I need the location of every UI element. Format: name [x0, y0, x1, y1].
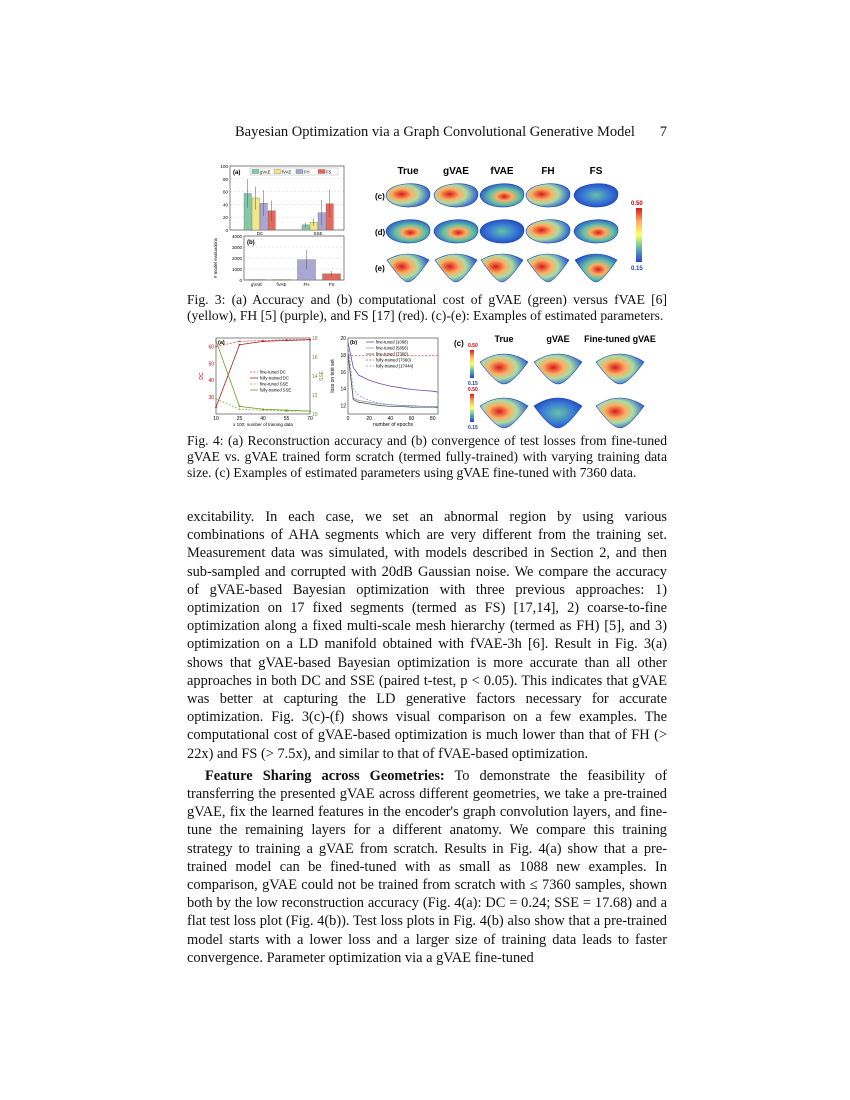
fig4-loss-chart	[328, 332, 452, 432]
fig4-colorbar2-min: 0.15	[468, 425, 478, 431]
fig3-col-fh: FH	[541, 166, 555, 177]
y-tick-label: 0	[239, 278, 242, 283]
surface-map-row2-gVAE	[534, 398, 582, 428]
surface-map-(c)-gVAE	[434, 184, 478, 207]
y-tick-label: 12	[340, 403, 346, 410]
x-tick-label: 55	[283, 416, 290, 422]
legend-swatch-FS	[318, 170, 325, 174]
x-tick-label: SSE	[313, 231, 323, 236]
x-tick-label: 20	[366, 416, 372, 422]
y-tick-label: 0	[225, 228, 228, 233]
legend-label-fully-trained (7360): fully-trained (7360)	[376, 357, 411, 363]
fig3-col-fs: FS	[589, 166, 603, 177]
fig4-colorbar-2	[470, 394, 474, 422]
legend-label-fine-tuned SSE: fine-tuned SSE	[260, 381, 289, 387]
fig3-col-gvae: gVAE	[443, 166, 469, 177]
fig3-legend	[250, 168, 338, 175]
y-axis-label-left: DC	[199, 372, 205, 380]
fig3-colorbar-min: 0.15	[631, 266, 643, 272]
fig3-caption-label: Fig. 3:	[187, 292, 226, 307]
legend-swatch-fVAE	[274, 170, 281, 174]
fig3-caption	[187, 292, 667, 324]
y-tick-label: 2000	[231, 256, 242, 261]
data-point	[215, 406, 217, 408]
data-point	[286, 340, 288, 342]
surface-map-(e)-fVAE	[481, 254, 523, 282]
fig4-accuracy-chart	[198, 332, 328, 432]
y-tick-label: 16	[340, 369, 346, 376]
fig3-caption-text: (a) Accuracy and (b) computational cost of gVAE (green) versus fVAE [6] (yellow), FH [5] (purple), and FS [17] (red). (c)-(e): Examples of estimated parameters.	[187, 292, 667, 323]
fig4-caption-text: (a) Reconstruction accuracy and (b) convergence of test losses from fine-tuned gVAE vs. gVAE trained form scratch (termed fully-trained) with varying training data size. (c) Examples of estimated parameters using gVAE fine-tuned with 7360 data.	[187, 433, 667, 480]
surface-map-(e)-gVAE	[435, 254, 477, 282]
surface-map-(d)-True	[386, 220, 430, 243]
x-tick-label: fVAE	[276, 282, 287, 287]
legend-label-fully-trained (17444): fully-trained (17444)	[376, 363, 414, 369]
paragraph-1: excitability. In each case, we set an abnormal region by using various combinations of AHA segments which are very different from the training set. Measurement data was simulated, with models described in Section 2, and then sub-sampled and corrupted with 20dB Gaussian noise. We compare the accuracy of gVAE-based Bayesian optimization with three previous approaches: 1) optimization on 17 fixed segments (termed as FS) [17,14], 2) coarse-to-fine optimization along a fixed multi-scale mesh hierarchy (termed as FH) [5], and 3) optimization on a LD manifold obtained with fVAE-3h [6]. Result in Fig. 3(a) shows that gVAE-based Bayesian optimization is more accurate than all other approaches in both DC and SSE (paired t-test, p < 0.05). This indicates that gVAE was better at capturing the LD generative factors necessary for accurate optimization. Fig. 3(c)-(f) shows visual comparison on a few examples. The computational cost of gVAE-based optimization is much lower than that of FH (> 22x) and FS (> 7.5x), and similar to that of fVAE-based optimization.	[187, 509, 667, 762]
y-tick-right: 12	[312, 393, 318, 399]
paragraph-2	[187, 767, 667, 967]
fig4-panel-b-label: (b)	[350, 340, 358, 346]
legend-label-FS: FS	[326, 169, 332, 175]
y-tick-label: 18	[340, 352, 346, 359]
y-tick-right: 10	[312, 412, 318, 418]
fig4-col-finetuned: Fine-tuned gVAE	[584, 334, 656, 344]
surface-map-(e)-FS	[575, 254, 617, 282]
y-tick-label: 3000	[231, 245, 242, 250]
y-tick-label: 1000	[231, 267, 242, 272]
x-tick-label: 80	[429, 416, 436, 422]
data-point	[215, 346, 217, 348]
legend-label-fine-tuned (1088): fine-tuned (1088)	[376, 339, 408, 345]
y-tick-right: 18	[312, 336, 318, 342]
fig3-panel-b-label: (b)	[247, 240, 255, 246]
paragraph-2-heading: Feature Sharing across Geometries:	[205, 767, 445, 784]
paragraph-2-text: To demonstrate the feasibility of transferring the presented gVAE across different geometries, we take a pre-trained gVAE, fix the learned features in the encoder's graph convolution layers, and fine-tune the remaining layers for a different anatomy. We compare this training strategy to training a gVAE from scratch. Results in Fig. 4(a) show that a pre-trained model can be fined-tuned with as small as 1088 new examples. In comparison, gVAE could not be trained from scratch with ≤ 7360 samples, shown both by the low reconstruction accuracy (Fig. 4(a): DC = 0.24; SSE = 17.68) and a flat test loss plot (Fig. 4(b)). Test loss plots in Fig. 4(b) also show that a pre-trained model starts with a lower loss and a larger size of training data leads to faster convergence. Parameter optimization via a gVAE fine-tuned	[187, 767, 667, 966]
data-point	[239, 340, 241, 342]
y-tick-left: 60	[208, 344, 214, 351]
fig4-colorbar-1	[470, 350, 474, 378]
x-tick-label: 40	[387, 416, 394, 422]
fig4-colorbar2-max: 0.50	[468, 387, 478, 393]
y-tick-left: 40	[208, 378, 214, 385]
fig3-colorbar	[636, 208, 642, 262]
data-point	[262, 408, 264, 410]
legend-swatch-gVAE	[252, 170, 259, 174]
surface-map-row2-Fine-tuned gVAE	[596, 398, 644, 428]
legend-label-fine-tuned DC: fine-tuned DC	[260, 369, 286, 375]
surface-map-(d)-gVAE	[434, 220, 478, 243]
surface-map-(c)-fVAE	[480, 184, 524, 207]
legend-label-FH: FH	[304, 169, 310, 175]
surface-map-row1-Fine-tuned gVAE	[596, 354, 644, 384]
page-number: 7	[659, 124, 667, 140]
fig4-colorbar1-max: 0.50	[468, 343, 478, 349]
data-point	[286, 409, 288, 411]
data-point	[309, 410, 311, 412]
y-tick-label: 4000	[231, 234, 242, 239]
surface-map-(d)-FH	[526, 220, 570, 243]
y-tick-label: 20	[222, 215, 228, 221]
fig4-caption-label: Fig. 4:	[187, 433, 224, 448]
fig3-cost-chart	[210, 232, 350, 290]
y-tick-right: 16	[312, 355, 318, 361]
surface-map-(c)-FS	[574, 184, 618, 207]
fig3-col-true: True	[397, 166, 419, 177]
surface-map-row2-True	[480, 398, 528, 428]
fig3-row-e-label: (e)	[375, 264, 385, 273]
fig4-panel-c-label: (c)	[454, 339, 464, 348]
legend-label-fully-trained DC: fully-trained DC	[260, 375, 289, 381]
surface-map-(c)-FH	[526, 184, 570, 207]
data-point	[239, 344, 241, 346]
fig3-colorbar-max: 0.50	[631, 201, 643, 207]
legend-label-fine-tuned (7360): fine-tuned (7360)	[376, 351, 408, 357]
x-tick-label: 70	[307, 416, 313, 422]
data-point	[239, 406, 241, 408]
data-point	[239, 408, 241, 410]
fig3-accuracy-chart	[210, 160, 350, 236]
x-tick-label: DC	[256, 231, 264, 236]
x-tick-label: FH	[303, 282, 310, 287]
fig3-row-c-label: (c)	[375, 192, 385, 201]
y-tick-left: 30	[208, 395, 214, 402]
fig4-parameter-maps	[452, 330, 662, 432]
y-axis-label: # model evaluations	[213, 237, 218, 279]
fig3-row-d-label: (d)	[375, 228, 386, 237]
legend-label-fully-trained SSE: fully-trained SSE	[260, 387, 292, 393]
x-tick-label: 25	[236, 416, 243, 422]
legend-label-gVAE: gVAE	[260, 169, 271, 175]
fig4-colorbar1-min: 0.15	[468, 381, 478, 387]
legend-label-fine-tuned (5856): fine-tuned (5856)	[376, 345, 408, 351]
y-tick-left: 50	[208, 361, 214, 368]
fig3-panel-a-label: (a)	[233, 170, 241, 176]
running-title: Bayesian Optimization via a Graph Convolutional Generative Model	[235, 124, 635, 140]
y-tick-label: 20	[340, 336, 346, 342]
x-tick-label: 10	[213, 416, 219, 422]
x-axis-label: x 100: number of training data	[233, 422, 293, 427]
y-axis-label-right: SSE	[319, 370, 325, 382]
x-tick-label: FS	[328, 282, 335, 287]
data-point	[215, 340, 217, 342]
y-tick-label: 60	[222, 189, 228, 195]
fig4-col-gvae: gVAE	[546, 334, 570, 344]
fig3-parameter-maps	[372, 160, 668, 288]
surface-map-row1-gVAE	[534, 354, 582, 384]
data-point	[309, 339, 311, 341]
fig4-col-true: True	[494, 334, 514, 344]
surface-map-(d)-fVAE	[480, 220, 524, 243]
x-axis-label: number of epochs	[372, 422, 414, 428]
y-axis-label: loss on test set	[330, 359, 336, 393]
y-tick-label: 80	[222, 176, 228, 182]
y-tick-right: 14	[312, 374, 318, 380]
y-tick-label: 14	[340, 386, 346, 393]
fig4-panel-a-label: (a)	[218, 340, 225, 346]
x-tick-label: 0	[346, 416, 350, 422]
surface-map-(e)-FH	[527, 254, 569, 282]
surface-map-(c)-True	[386, 184, 430, 207]
y-tick-label: 100	[220, 164, 228, 169]
body-text	[187, 508, 667, 967]
x-tick-label: gVAE	[250, 282, 263, 287]
y-tick-label: 40	[222, 202, 228, 208]
legend-swatch-FH	[296, 170, 303, 174]
fig4-caption	[187, 433, 667, 481]
x-tick-label: 60	[408, 416, 415, 422]
surface-map-(e)-True	[387, 254, 429, 282]
legend-label-fVAE: fVAE	[282, 169, 292, 175]
data-point	[215, 398, 217, 400]
surface-map-row1-True	[480, 354, 528, 384]
data-point	[262, 340, 264, 342]
surface-map-(d)-FS	[574, 220, 618, 243]
x-tick-label: 40	[260, 416, 266, 422]
fig3-col-fvae: fVAE	[490, 166, 514, 177]
